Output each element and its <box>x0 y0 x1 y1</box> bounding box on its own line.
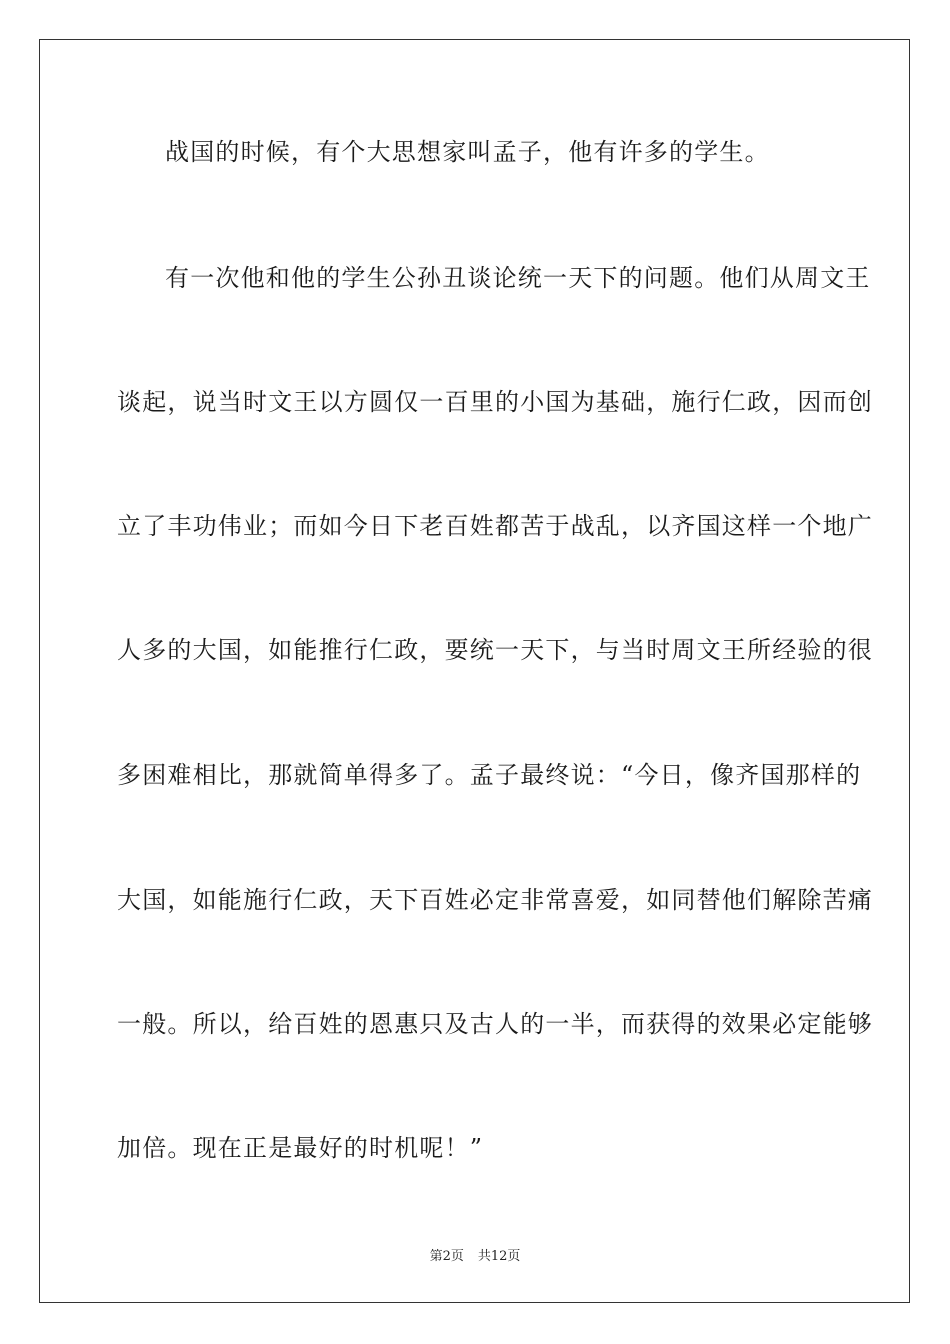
paragraph-2-line-2: 谈起，说当时文王以方圆仅一百里的小国为基础，施行仁政，因而创 <box>117 388 873 416</box>
page-border <box>39 39 910 1303</box>
paragraph-2-line-6: 大国，如能施行仁政，天下百姓必定非常喜爱，如同替他们解除苦痛 <box>117 886 873 914</box>
page-number-current: 第2页 <box>429 1249 464 1264</box>
paragraph-2-line-1: 有一次他和他的学生公孙丑谈论统一天下的问题。他们从周文王 <box>165 264 871 292</box>
paragraph-2-line-4: 人多的大国，如能推行仁政，要统一天下，与当时周文王所经验的很 <box>117 636 873 664</box>
page-number-total: 共12页 <box>477 1249 521 1264</box>
paragraph-2-line-8: 加倍。现在正是最好的时机呢！” <box>117 1134 484 1162</box>
paragraph-2-line-7: 一般。所以，给百姓的恩惠只及古人的一半，而获得的效果必定能够 <box>117 1010 873 1038</box>
page-footer <box>0 1248 950 1266</box>
paragraph-1-line-1: 战国的时候，有个大思想家叫孟子，他有许多的学生。 <box>165 138 770 166</box>
paragraph-2-line-5: 多困难相比，那就简单得多了。孟子最终说：“今日，像齐国那样的 <box>117 761 862 789</box>
paragraph-2-line-3: 立了丰功伟业；而如今日下老百姓都苦于战乱，以齐国这样一个地广 <box>117 512 873 540</box>
